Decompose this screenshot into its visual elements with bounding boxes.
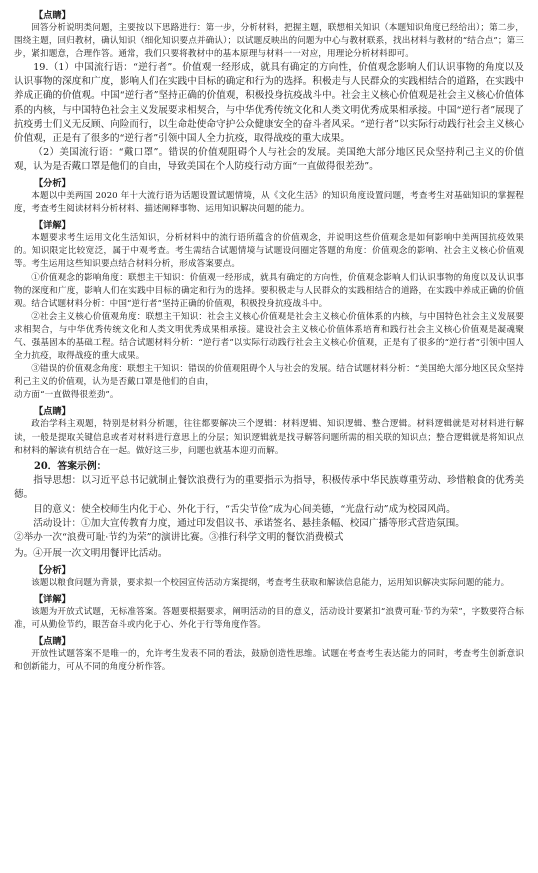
section-tag-fenxi: 【分析】: [34, 178, 71, 190]
paragraph: 回答分析说明类问题，主要按以下思路进行：第一步，分析材料，把握主题，联想相关知识（本题知识角度已经给出）；第二步，围绕主题，回归教材，确认知识（细化知识要点并确认）；以试题反映出的问题为中心与教材联系，找出材料与教材的“结合点”；第三步，紧扣题意，合理作答。通常，我们只要将教材中的基本原理与材料一一对应，用理论分析材料即可。: [14, 23, 524, 60]
answer-20-guideline: 指导思想：以习近平总书记就制止餐饮浪费行为的重要指示为指导，积极传承中华民族尊重劳动、珍惜粮食的优秀美德。: [14, 475, 524, 501]
paragraph: 动方面“一直做得很差劲”。: [14, 390, 119, 401]
paragraph: ①价值观念的影响角度：联想主干知识：价值观一经形成，就具有确定的方向性，价值观念影响人们认识事物的角度以及认识事物的深度和广度，影响人们在实践中目标的确定和行为的选择。要积极走与人民群众的实践相结合的道路，在实践中养成正确的价值观。结合试题材料分析：中国“逆行者”坚持正确的价值观，积极投身抗疫战斗中。: [14, 272, 524, 309]
paragraph: 该题以粮食问题为背景，要求拟一个校园宣传活动方案提纲，考查考生获取和解读信息能力，运用知识解决实际问题的能力。: [31, 577, 510, 588]
section-tag-dianjing: 【点睛】: [34, 636, 71, 648]
paragraph: ③错误的价值观念角度：联想主干知识：错误的价值观阻碍个人与社会的发展。结合试题材料分析：“美国绝大部分地区民众坚持利己主义的价值观，认为是否戴口罩是他们的自由，: [14, 364, 524, 388]
answer-20-activity: 活动设计：①加大宣传教育力度，通过印发倡议书、承诺签名、悬挂条幅、校园广播等形式营造氛围。: [33, 517, 465, 529]
answer-20-activity-cont: ②举办一次“浪费可耻·节约为荣”的演讲比赛。③推行科学文明的餐饮消费模式: [14, 531, 344, 543]
section-tag-dianjing: 【点睛】: [34, 10, 71, 21]
paragraph: 开放性试题答案不是唯一的，允许考生发表不同的看法，鼓励创造性思维。试题在考查考生表达能力的同时，考查考生创新意识和创新能力，可从不同的角度分析作答。: [14, 649, 524, 673]
section-tag-xiangjie: 【详解】: [34, 220, 71, 232]
section-tag-xiangjie: 【详解】: [34, 593, 71, 605]
paragraph: 该题为开放式试题，无标准答案。答题要根据要求，阐明活动的目的意义，活动设计要紧扣“浪费可耻·节约为荣”，字数要符合标准，可从勤俭节约，眼苦奋斗或内化于心、外化于行等角度作答。: [14, 606, 524, 631]
paragraph: 本题以中美两国 2020 年十大流行语为话题设置试题情境，从《文化生活》的知识角度设置问题，考查考生对基础知识的掌握程度，考查考生阅读材料分析材料、描述阐释事物、运用知识解决问题的能力。: [14, 191, 524, 215]
section-tag-fenxi: 【分析】: [34, 564, 71, 576]
question-20-heading: 20．答案示例：: [34, 460, 107, 472]
answer-20-activity-end: 为。④开展一次文明用餐评比活动。: [14, 547, 168, 559]
answer-19-2: （2）美国流行语：“戴口罩”。错误的价值观阻碍个人与社会的发展。美国绝大部分地区民众坚持利己主义的价值观，认为是否戴口罩是他们的自由，导致美国在个人防疫行动方面“一直做得很差劲”。: [14, 146, 524, 172]
paragraph: 政治学科主观题，特别是材料分析题，往往都要解决三个逻辑：材料逻辑、知识逻辑、整合逻辑。材料逻辑就是对材料进行解读，一般是提取关键信息或者对材料进行意思上的分层；知识逻辑就是找寻解答问题所需的相关联的知识点；整合逻辑就是将知识点和材料的解读有机结合在一起。做好这三步，问题也就基本迎刃而解。: [14, 419, 524, 456]
section-tag-dianjing: 【点睛】: [34, 406, 71, 418]
answer-20-purpose: 目的意义：使全校师生内化于心、外化于行，“舌尖节俭”成为心间美德，“光盘行动”成为校园风尚。: [33, 503, 456, 515]
answer-19-1: 19.（1）中国流行语：“逆行者”。价值观一经形成，就具有确定的方向性，价值观念影响人们认识事物的角度以及认识事物的深度和广度，影响人们在实践中目标的确定和行为的选择。积极走与人民群众的实践相结合的道路，在实践中养成正确的价值观。中国“逆行者”坚持正确的价值观，积极投身抗疫战斗中。社会主义核心价值观是社会主义核心价值体系的内核，与中国特色社会主义发展要求相契合，与中华优秀传统文化和人类文明优秀成果相承接。中国“逆行者”展现了抗疫勇士们义无反顾、向险而行，以生命赴使命守护公众健康安全的奋斗者风采。“逆行者”以实际行动践行社会主义核心价值观，正是有了很多的“逆行者”引领中国人全力抗疫，取得战疫的重大成果。: [14, 62, 524, 144]
paragraph: 本题要求考生运用文化生活知识，分析材料中的流行语所蕴含的价值观念，并说明这些价值观念是如何影响中美两国抗疫效果的。知识限定比较宽泛，属于中观考查。考生需结合试题情境与试题设问圈定答题的角度：价值观念的影响、社会主义核心价值观等。考生运用这些知识要点结合材料分析，形成答案要点。: [14, 233, 524, 270]
paragraph: ②社会主义核心价值观角度：联想主干知识：社会主义核心价值观是社会主义核心价值体系的内核，与中国特色社会主义发展要求相契合，与中华优秀传统文化和人类文明优秀成果相承接。建设社会主义核心价值体系培育和践行社会主义核心价值观是凝魂聚气、强基固本的基础工程。结合试题材料分析：“逆行者”以实际行动践行社会主义核心价值观，正是有了很多的“逆行者”引领中国人全力抗疫，取得战疫的重大成果。: [14, 311, 524, 362]
